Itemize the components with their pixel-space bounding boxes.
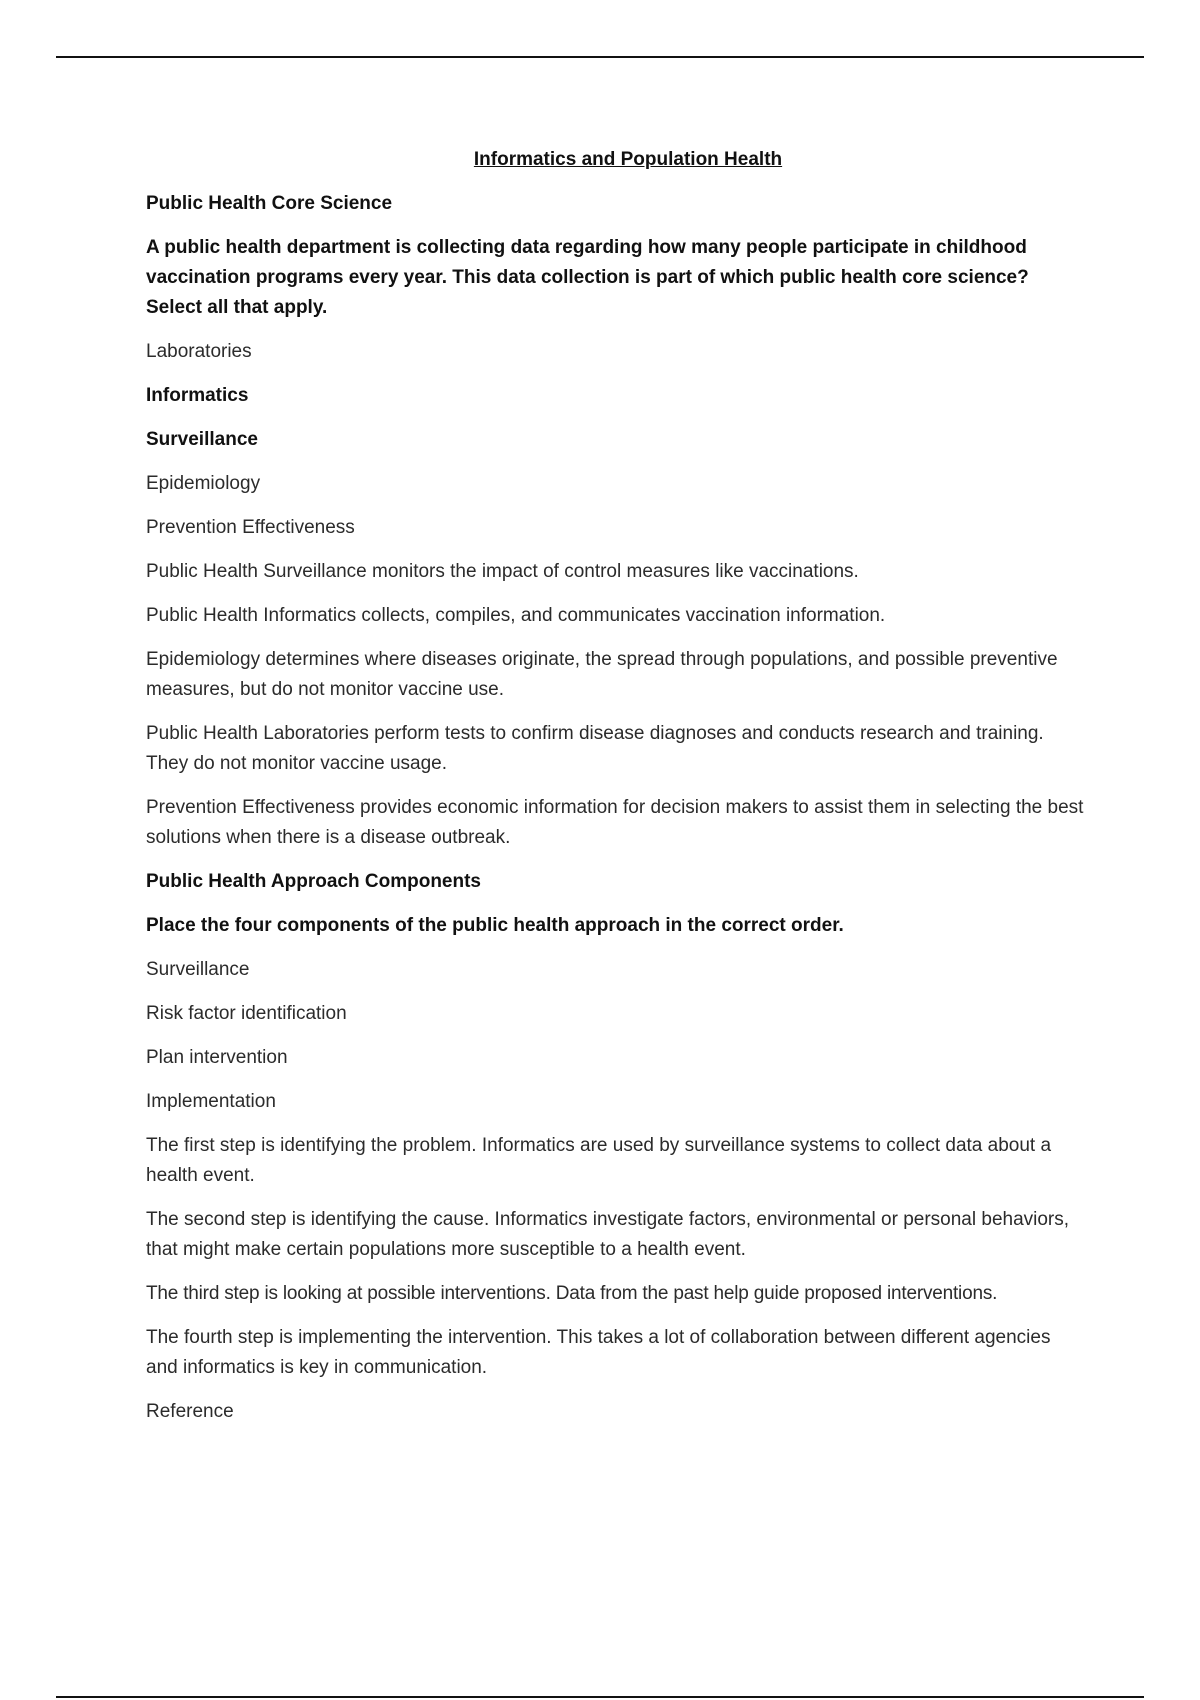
reference-label: Reference <box>146 1401 234 1422</box>
order-item-surveillance: Surveillance <box>146 959 250 980</box>
order-item-risk-factor: Risk factor identification <box>146 1003 347 1024</box>
explanation-prevention-effectiveness: Prevention Effectiveness provides economic information for decision makers to assist them in selecting the best solutions when there is a disease outbreak. <box>146 797 1084 848</box>
option-surveillance: Surveillance <box>146 429 258 450</box>
explanation-epidemiology: Epidemiology determines where diseases originate, the spread through populations, and possible preventive measures, but do not monitor vaccine use. <box>146 649 1058 700</box>
explanation-step-one: The first step is identifying the problem. Informatics are used by surveillance systems to collect data about a health event. <box>146 1135 1052 1186</box>
option-informatics: Informatics <box>146 385 249 406</box>
document-body <box>146 145 1086 1441</box>
question-approach-order: Place the four components of the public health approach in the correct order. <box>146 915 844 936</box>
explanation-surveillance: Public Health Surveillance monitors the impact of control measures like vaccinations. <box>146 561 859 582</box>
explanation-laboratories: Public Health Laboratories perform tests to confirm disease diagnoses and conducts research and training. They do not monitor vaccine usage. <box>146 723 1044 774</box>
explanation-step-two: The second step is identifying the cause. Informatics investigate factors, environmental or personal behaviors, that might make certain populations more susceptible to a health event. <box>146 1209 1070 1260</box>
order-item-implementation: Implementation <box>146 1091 276 1112</box>
option-prevention-effectiveness: Prevention Effectiveness <box>146 517 355 538</box>
explanation-informatics: Public Health Informatics collects, compiles, and communicates vaccination information. <box>146 605 886 626</box>
explanation-step-four: The fourth step is implementing the intervention. This takes a lot of collaboration between different agencies and informatics is key in communication. <box>146 1327 1051 1378</box>
bottom-rule <box>56 1696 1144 1698</box>
explanation-step-three: The third step is looking at possible interventions. Data from the past help guide proposed interventions. <box>146 1283 998 1304</box>
section-heading-core-science: Public Health Core Science <box>146 193 393 214</box>
top-rule <box>56 56 1144 58</box>
option-epidemiology: Epidemiology <box>146 473 261 494</box>
order-item-plan-intervention: Plan intervention <box>146 1047 288 1068</box>
option-laboratories: Laboratories <box>146 341 252 362</box>
question-core-science: A public health department is collecting data regarding how many people participate in childhood vaccination programs every year. This data collection is part of which public health core science? Select all that apply. <box>146 237 1029 318</box>
document-title: Informatics and Population Health <box>473 149 783 170</box>
section-heading-approach-components: Public Health Approach Components <box>146 871 481 892</box>
